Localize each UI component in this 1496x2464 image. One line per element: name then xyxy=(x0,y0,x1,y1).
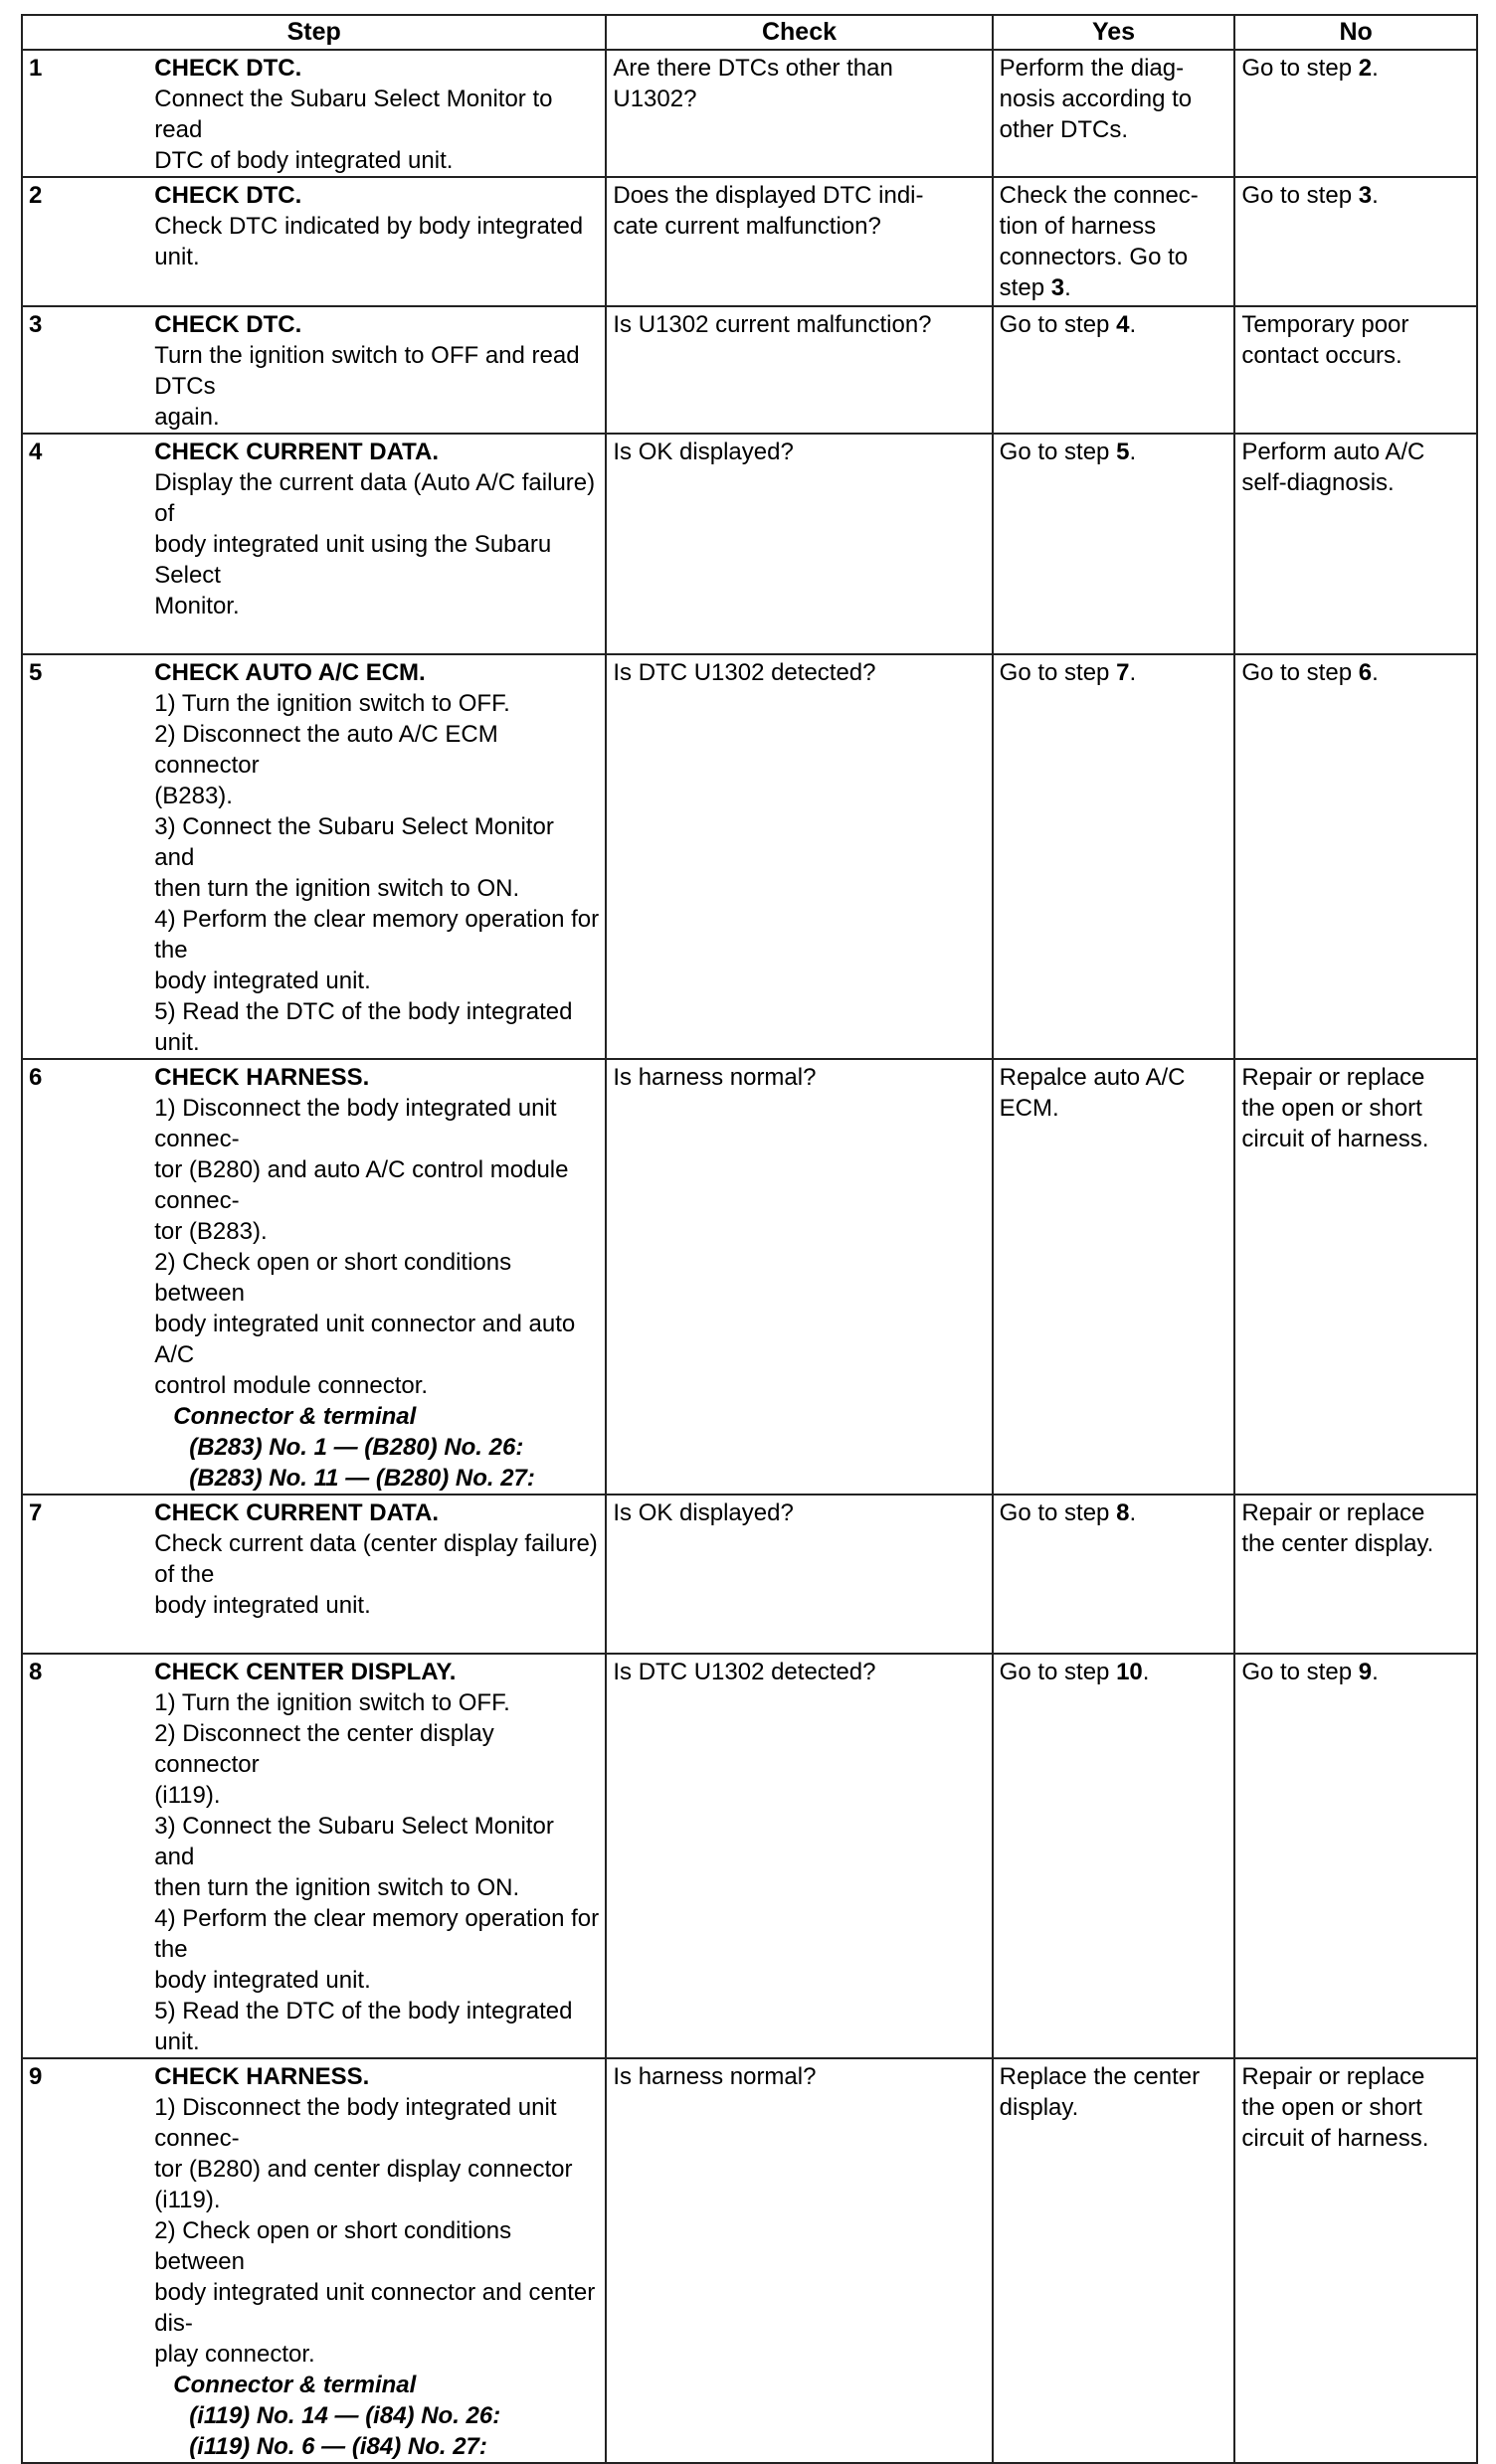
yes-text: Go to step xyxy=(999,659,1117,686)
no-line: the open or short xyxy=(1241,2094,1422,2121)
check-line: Is DTC U1302 detected? xyxy=(613,659,876,686)
no-step-ref: 2 xyxy=(1358,55,1373,82)
yes-line: Replace the center xyxy=(999,2063,1201,2090)
table-row xyxy=(22,1495,1477,1654)
no-cell xyxy=(1234,2058,1477,2463)
step-number: 2 xyxy=(22,177,148,306)
yes-line: connectors. Go to xyxy=(999,244,1189,270)
step-number: 7 xyxy=(22,1495,148,1654)
table-row xyxy=(22,2058,1477,2463)
step-line: 2) Disconnect the auto A/C ECM connector xyxy=(154,721,498,779)
step-number: 3 xyxy=(22,306,148,434)
yes-cell xyxy=(993,306,1235,434)
step-title: CHECK AUTO A/C ECM. xyxy=(154,659,426,686)
no-suffix: . xyxy=(1372,55,1379,82)
step-title: CHECK DTC. xyxy=(154,311,302,338)
step-cell xyxy=(148,434,606,654)
yes-line: tion of harness xyxy=(999,213,1157,240)
step-title: CHECK HARNESS. xyxy=(154,2063,370,2090)
step-line: 3) Connect the Subaru Select Monitor and xyxy=(154,813,554,871)
step-line: (i119). xyxy=(154,1782,221,1809)
connector-terminal-item: (i119) No. 14 — (i84) No. 26: xyxy=(189,2402,501,2429)
no-line: the open or short xyxy=(1241,1095,1422,1122)
table-row xyxy=(22,434,1477,654)
no-step-ref: 6 xyxy=(1358,659,1373,686)
step-line: 2) Check open or short conditions between xyxy=(154,2217,512,2275)
yes-cell xyxy=(993,1059,1235,1495)
header-step: Step xyxy=(22,15,606,50)
step-title: CHECK CURRENT DATA. xyxy=(154,439,440,465)
yes-cell xyxy=(993,654,1235,1059)
yes-suffix: . xyxy=(1142,1659,1150,1685)
step-line: tor (B280) and center display connector (i119). xyxy=(154,2156,573,2213)
no-suffix: . xyxy=(1372,182,1379,209)
step-line: body integrated unit connector and auto A/C xyxy=(154,1311,576,1368)
no-suffix: . xyxy=(1372,659,1379,686)
no-line: Temporary poor xyxy=(1241,311,1409,338)
step-line: 4) Perform the clear memory operation for the xyxy=(154,1905,600,1963)
yes-step-ref: 5 xyxy=(1116,439,1130,465)
yes-cell xyxy=(993,2058,1235,2463)
step-line: Check DTC indicated by body integrated unit. xyxy=(154,213,584,270)
no-line: Repair or replace xyxy=(1241,2063,1425,2090)
step-line: Monitor. xyxy=(154,593,240,619)
yes-line: ECM. xyxy=(999,1095,1059,1122)
step-cell xyxy=(148,50,606,177)
header-check: Check xyxy=(606,15,992,50)
check-cell xyxy=(606,177,992,306)
no-suffix: . xyxy=(1372,1659,1379,1685)
check-cell xyxy=(606,1059,992,1495)
step-line: Turn the ignition switch to OFF and read DTCs xyxy=(154,342,580,400)
check-cell xyxy=(606,434,992,654)
step-number: 4 xyxy=(22,434,148,654)
check-line: Is harness normal? xyxy=(613,1064,817,1091)
yes-suffix: . xyxy=(1129,659,1137,686)
check-line: U1302? xyxy=(613,86,697,112)
step-line: 2) Disconnect the center display connector xyxy=(154,1720,494,1778)
step-line: control module connector. xyxy=(154,1372,429,1399)
step-line: 1) Disconnect the body integrated unit connec- xyxy=(154,2094,557,2152)
step-line: body integrated unit connector and center dis- xyxy=(154,2279,596,2337)
table-row xyxy=(22,306,1477,434)
step-line: Display the current data (Auto A/C failure) of xyxy=(154,469,596,527)
yes-line: nosis according to xyxy=(999,86,1193,112)
step-cell xyxy=(148,306,606,434)
step-title: CHECK DTC. xyxy=(154,182,302,209)
no-cell xyxy=(1234,654,1477,1059)
step-line: DTC of body integrated unit. xyxy=(154,147,454,174)
no-line: the center display. xyxy=(1241,1530,1434,1557)
yes-line: Check the connec- xyxy=(999,182,1199,209)
no-cell xyxy=(1234,1654,1477,2058)
yes-step-ref: 8 xyxy=(1116,1499,1130,1526)
header-no: No xyxy=(1234,15,1477,50)
step-line: tor (B280) and auto A/C control module connec- xyxy=(154,1156,569,1214)
step-line: tor (B283). xyxy=(154,1218,268,1245)
step-cell xyxy=(148,1495,606,1654)
step-title: CHECK HARNESS. xyxy=(154,1064,370,1091)
table-row xyxy=(22,177,1477,306)
step-line: 5) Read the DTC of the body integrated unit. xyxy=(154,998,573,1056)
step-cell xyxy=(148,177,606,306)
step-line: body integrated unit. xyxy=(154,1967,371,1994)
no-cell xyxy=(1234,1059,1477,1495)
no-step-ref: 3 xyxy=(1358,182,1373,209)
no-cell xyxy=(1234,50,1477,177)
step-cell xyxy=(148,2058,606,2463)
no-line: Repair or replace xyxy=(1241,1064,1425,1091)
yes-line: other DTCs. xyxy=(999,116,1129,143)
yes-step-ref: 7 xyxy=(1116,659,1130,686)
step-line: body integrated unit. xyxy=(154,1592,371,1619)
yes-line: Repalce auto A/C xyxy=(999,1064,1186,1091)
connector-terminal-item: (B283) No. 1 — (B280) No. 26: xyxy=(189,1434,524,1461)
no-cell xyxy=(1234,434,1477,654)
step-line: play connector. xyxy=(154,2341,315,2368)
table-row xyxy=(22,654,1477,1059)
check-line: Is OK displayed? xyxy=(613,1499,794,1526)
no-text: Go to step xyxy=(1241,659,1359,686)
no-text: Go to step xyxy=(1241,1659,1359,1685)
check-cell xyxy=(606,654,992,1059)
no-line: self-diagnosis. xyxy=(1241,469,1395,496)
step-number: 8 xyxy=(22,1654,148,2058)
yes-suffix: . xyxy=(1129,1499,1137,1526)
yes-suffix: . xyxy=(1129,439,1137,465)
connector-terminal-title: Connector & terminal xyxy=(173,1403,417,1430)
check-cell xyxy=(606,50,992,177)
check-line: cate current malfunction? xyxy=(613,213,881,240)
no-cell xyxy=(1234,1495,1477,1654)
step-line: 5) Read the DTC of the body integrated unit. xyxy=(154,1998,573,2055)
connector-terminal-item: (B283) No. 11 — (B280) No. 27: xyxy=(189,1465,535,1492)
step-number: 6 xyxy=(22,1059,148,1495)
yes-line-step xyxy=(1000,272,1228,303)
check-line: Is U1302 current malfunction? xyxy=(613,311,932,338)
step-cell xyxy=(148,1654,606,2058)
step-line: again. xyxy=(154,404,220,431)
step-number: 1 xyxy=(22,50,148,177)
table-row xyxy=(22,50,1477,177)
yes-line: display. xyxy=(999,2094,1079,2121)
no-line: Repair or replace xyxy=(1241,1499,1425,1526)
check-cell xyxy=(606,306,992,434)
yes-step-ref: 10 xyxy=(1116,1659,1143,1685)
step-title: CHECK CURRENT DATA. xyxy=(154,1499,440,1526)
header-yes: Yes xyxy=(993,15,1235,50)
connector-terminal-title: Connector & terminal xyxy=(173,2372,417,2398)
yes-step-suffix: . xyxy=(1064,274,1071,301)
no-step-ref: 9 xyxy=(1358,1659,1373,1685)
step-line: Connect the Subaru Select Monitor to read xyxy=(154,86,553,143)
yes-cell xyxy=(993,50,1235,177)
check-line: Is DTC U1302 detected? xyxy=(613,1659,876,1685)
step-line: 2) Check open or short conditions between xyxy=(154,1249,512,1307)
no-line: circuit of harness. xyxy=(1241,2125,1429,2152)
table-row xyxy=(22,1654,1477,2058)
step-number: 5 xyxy=(22,654,148,1059)
yes-step-ref: 3 xyxy=(1050,274,1065,301)
check-line: Are there DTCs other than xyxy=(613,55,893,82)
diagnostic-table xyxy=(21,14,1478,2464)
table-row xyxy=(22,1059,1477,1495)
yes-step-prefix: step xyxy=(999,274,1051,301)
check-cell xyxy=(606,1654,992,2058)
step-line: Check current data (center display failure) of the xyxy=(154,1530,598,1588)
no-line: contact occurs. xyxy=(1241,342,1402,369)
yes-cell xyxy=(993,1495,1235,1654)
check-cell xyxy=(606,1495,992,1654)
no-cell xyxy=(1234,177,1477,306)
step-cell xyxy=(148,654,606,1059)
yes-text: Go to step xyxy=(999,311,1117,338)
yes-line: Perform the diag- xyxy=(999,55,1185,82)
step-title: CHECK CENTER DISPLAY. xyxy=(154,1659,457,1685)
step-line: body integrated unit using the Subaru Select xyxy=(154,531,552,589)
yes-text: Go to step xyxy=(999,439,1117,465)
check-line: Is harness normal? xyxy=(613,2063,817,2090)
step-title: CHECK DTC. xyxy=(154,55,302,82)
step-line: (B283). xyxy=(154,783,233,809)
yes-cell xyxy=(993,1654,1235,2058)
yes-text: Go to step xyxy=(999,1659,1117,1685)
no-cell xyxy=(1234,306,1477,434)
check-cell xyxy=(606,2058,992,2463)
header-row xyxy=(22,15,1477,50)
yes-suffix: . xyxy=(1129,311,1137,338)
step-line: 1) Disconnect the body integrated unit connec- xyxy=(154,1095,557,1152)
check-line: Does the displayed DTC indi- xyxy=(613,182,924,209)
step-line: 3) Connect the Subaru Select Monitor and xyxy=(154,1813,554,1870)
no-text: Go to step xyxy=(1241,55,1359,82)
yes-cell xyxy=(993,434,1235,654)
step-line: then turn the ignition switch to ON. xyxy=(154,1874,520,1901)
step-line: 1) Turn the ignition switch to OFF. xyxy=(154,690,510,717)
check-line: Is OK displayed? xyxy=(613,439,794,465)
no-line: circuit of harness. xyxy=(1241,1126,1429,1152)
step-cell xyxy=(148,1059,606,1495)
connector-terminal-item: (i119) No. 6 — (i84) No. 27: xyxy=(189,2433,487,2460)
step-line: body integrated unit. xyxy=(154,968,371,994)
step-number: 9 xyxy=(22,2058,148,2463)
no-line: Perform auto A/C xyxy=(1241,439,1425,465)
step-line: 1) Turn the ignition switch to OFF. xyxy=(154,1689,510,1716)
yes-cell xyxy=(993,177,1235,306)
step-line: then turn the ignition switch to ON. xyxy=(154,875,520,902)
no-text: Go to step xyxy=(1241,182,1359,209)
yes-step-ref: 4 xyxy=(1116,311,1130,338)
step-line: 4) Perform the clear memory operation for the xyxy=(154,906,600,964)
yes-text: Go to step xyxy=(999,1499,1117,1526)
